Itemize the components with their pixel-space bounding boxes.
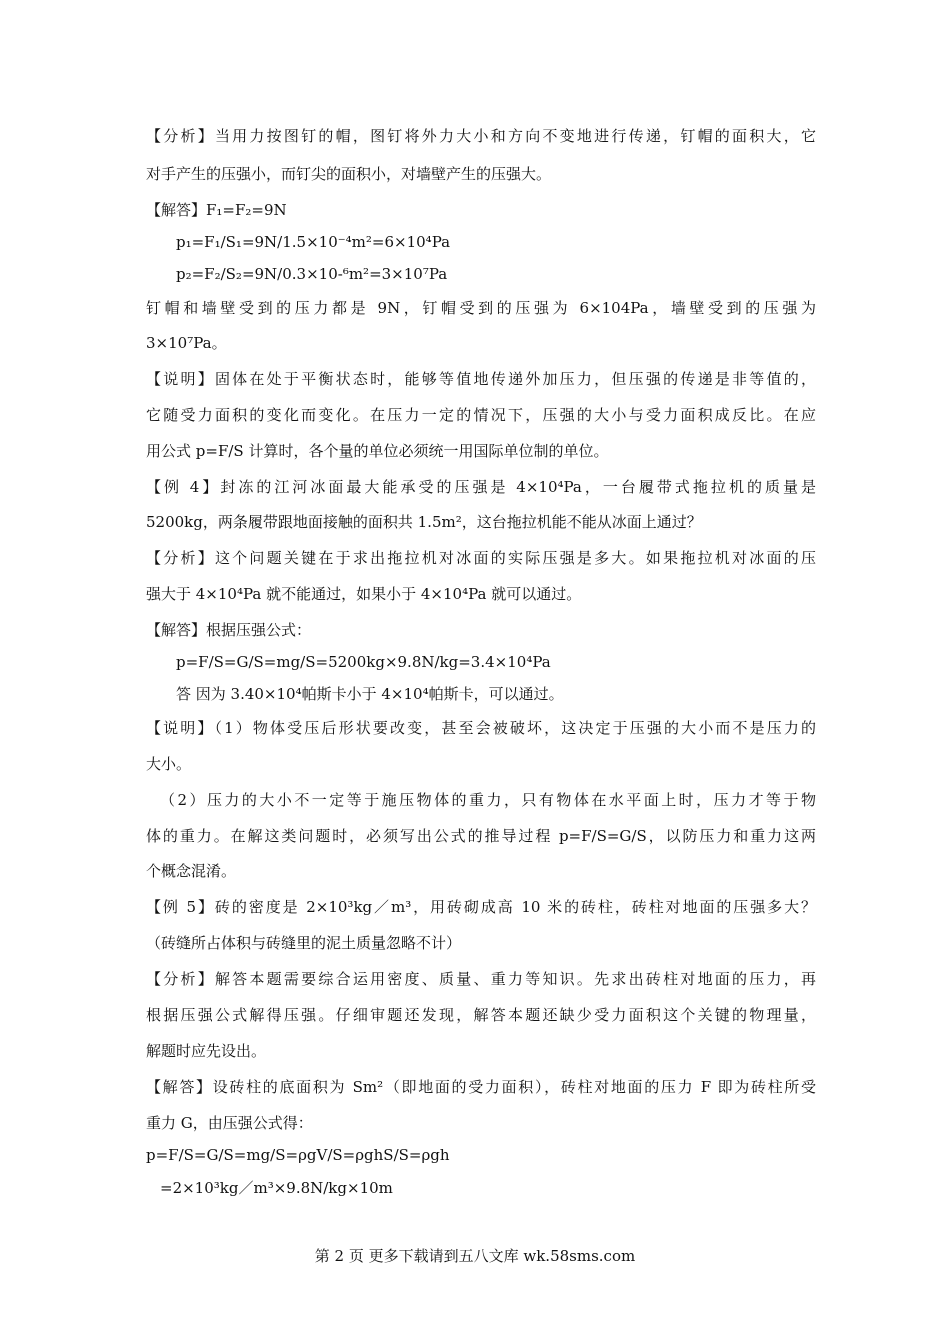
text-line: 【解答】F₁=F₂=9N bbox=[146, 201, 287, 219]
text-line: 强大于 4×10⁴Pa 就不能通过，如果小于 4×10⁴Pa 就可以通过。 bbox=[146, 585, 582, 603]
text-line: （砖缝所占体积与砖缝里的泥土质量忽略不计） bbox=[146, 934, 462, 952]
text-line: 答 因为 3.40×10⁴帕斯卡小于 4×10⁴帕斯卡，可以通过。 bbox=[176, 685, 564, 703]
text-line: 【分析】当用力按图钉的帽，图钉将外力大小和方向不变地进行传递，钉帽的面积大，它 bbox=[146, 127, 816, 145]
text-line: 【例 5】砖的密度是 2×10³kg／m³，用砖砌成高 10 米的砖柱，砖柱对地面的压强多大？ bbox=[146, 898, 816, 916]
formula-line: p₂=F₂/S₂=9N/0.3×10-⁶m²=3×10⁷Pa bbox=[176, 265, 448, 283]
text-line: 重力 G，由压强公式得： bbox=[146, 1114, 313, 1132]
text-line: 5200kg，两条履带跟地面接触的面积共 1.5m²，这台拖拉机能不能从冰面上通过？ bbox=[146, 513, 702, 531]
text-line: 解题时应先设出。 bbox=[146, 1042, 267, 1060]
formula-line: p=F/S=G/S=mg/S=5200kg×9.8N/kg=3.4×10⁴Pa bbox=[176, 653, 551, 671]
text-line: （2）压力的大小不一定等于施压物体的重力，只有物体在水平面上时，压力才等于物 bbox=[160, 791, 816, 809]
formula-line: p₁=F₁/S₁=9N/1.5×10⁻⁴m²=6×10⁴Pa bbox=[176, 233, 451, 251]
text-line: 3×10⁷Pa。 bbox=[146, 334, 227, 352]
text-line: 体的重力。在解这类问题时，必须写出公式的推导过程 p=F/S=G/S，以防压力和重力这两 bbox=[146, 827, 816, 845]
text-line: 它随受力面积的变化而变化。在压力一定的情况下，压强的大小与受力面积成反比。在应 bbox=[146, 406, 816, 424]
text-line: 钉帽和墙壁受到的压力都是 9N，钉帽受到的压强为 6×104Pa，墙壁受到的压强为 bbox=[146, 299, 816, 317]
text-line: 【分析】这个问题关键在于求出拖拉机对冰面的实际压强是多大。如果拖拉机对冰面的压 bbox=[146, 549, 816, 567]
page-footer: 第 2 页 更多下载请到五八文库 wk.58sms.com bbox=[314, 1247, 636, 1265]
text-line: 对手产生的压强小，而钉尖的面积小，对墙壁产生的压强大。 bbox=[146, 165, 552, 183]
formula-line: =2×10³kg／m³×9.8N/kg×10m bbox=[160, 1179, 393, 1197]
text-line: 【解答】根据压强公式： bbox=[146, 621, 312, 639]
text-line: 用公式 p=F/S 计算时，各个量的单位必须统一用国际单位制的单位。 bbox=[146, 442, 609, 460]
text-line: 【说明】（1）物体受压后形状要改变，甚至会被破坏，这决定于压强的大小而不是压力的 bbox=[146, 719, 816, 737]
formula-line: p=F/S=G/S=mg/S=ρgV/S=ρghS/S=ρgh bbox=[146, 1146, 450, 1164]
text-line: 【说明】固体在处于平衡状态时，能够等值地传递外加压力，但压强的传递是非等值的， bbox=[146, 370, 816, 388]
text-line: 【例 4】封冻的江河冰面最大能承受的压强是 4×10⁴Pa，一台履带式拖拉机的质量是 bbox=[146, 478, 816, 496]
text-line: 【分析】解答本题需要综合运用密度、质量、重力等知识。先求出砖柱对地面的压力，再 bbox=[146, 970, 816, 988]
text-line: 个概念混淆。 bbox=[146, 862, 237, 880]
text-line: 【解答】设砖柱的底面积为 Sm²（即地面的受力面积），砖柱对地面的压力 F 即为砖柱所受 bbox=[146, 1078, 816, 1096]
text-line: 根据压强公式解得压强。仔细审题还发现，解答本题还缺少受力面积这个关键的物理量， bbox=[146, 1006, 816, 1024]
text-line: 大小。 bbox=[146, 755, 192, 773]
